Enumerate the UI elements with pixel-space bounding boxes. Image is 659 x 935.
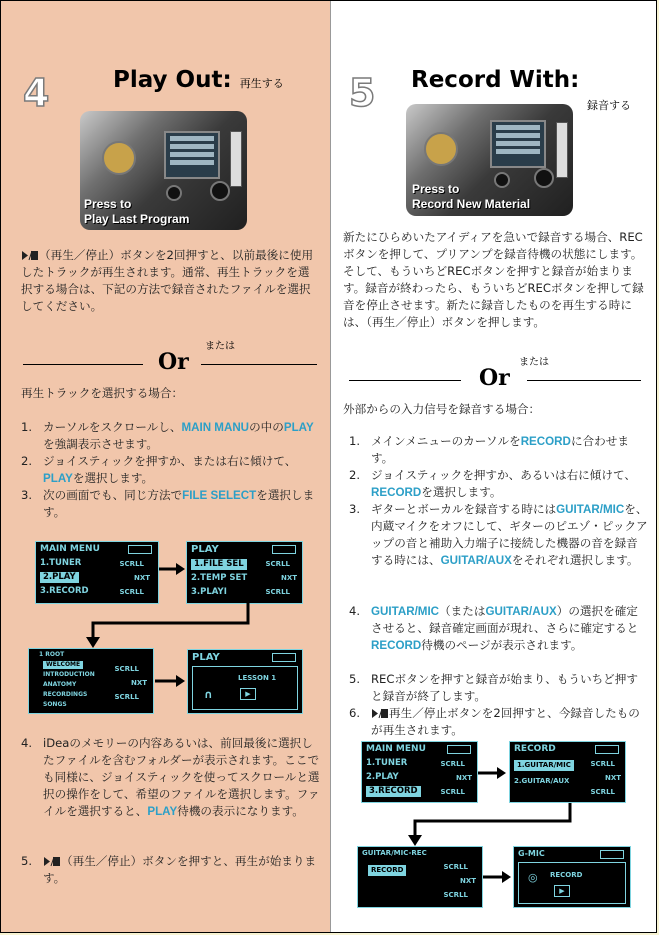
mic-icon: ◎	[528, 871, 538, 884]
step-text: 待機のページが表示されます。	[421, 638, 583, 652]
record-menu-screen	[509, 741, 626, 803]
step-text: （再生／停止）ボタンを押すと、再生が始まります。	[43, 854, 317, 885]
caption-line: Play Last Program	[84, 212, 190, 226]
device-lcd	[164, 131, 220, 179]
keyword: GUITAR/MIC	[556, 503, 625, 516]
scroll-label: SCRLL	[265, 588, 290, 596]
step-text: をそれぞれ選択します。	[511, 553, 639, 567]
step-text: ジョイスティックを押すか、あるいは右に傾けて、	[371, 468, 636, 482]
section-title: Record With:	[411, 67, 580, 93]
step-body	[371, 671, 649, 705]
screen-title: PLAY	[192, 652, 220, 663]
device-photo	[80, 111, 247, 230]
scroll-label: SCRLL	[114, 693, 139, 701]
arrow-right-icon	[483, 869, 511, 885]
keyword: PLAY	[283, 421, 314, 434]
caption-line: Press to	[412, 182, 460, 196]
step-num: 2.	[349, 468, 361, 482]
keyword: RECORD	[520, 435, 571, 448]
step-body	[371, 603, 649, 654]
file-row: RECORDINGS	[43, 691, 88, 698]
file-select-screen	[28, 648, 154, 714]
divider-line	[201, 364, 317, 365]
scroll-label: SCRLL	[265, 560, 290, 568]
keyword: GUITAR/AUX	[485, 605, 557, 618]
file-row: ANATOMY	[43, 681, 77, 688]
keyword: PLAY	[43, 472, 73, 485]
step-text: ギターとボーカルを録音する時には	[371, 502, 557, 516]
step-num: 1.	[21, 420, 33, 434]
step-item	[349, 671, 649, 705]
joystick-knob	[210, 181, 230, 201]
play-icon: ▶	[554, 885, 570, 897]
scroll-label: SCRLL	[119, 560, 144, 568]
device-photo	[406, 104, 573, 216]
next-label: NXT	[604, 774, 621, 782]
battery-icon	[600, 850, 624, 859]
step-number: 4	[23, 71, 50, 115]
step-body	[371, 433, 649, 467]
step-text: の中の	[249, 420, 284, 434]
lead-text: 外部からの入力信号を録音する場合：	[343, 402, 541, 416]
scroll-label: SCRLL	[590, 788, 615, 796]
keyword: MAIN MANU	[181, 421, 250, 434]
keyword: RECORD	[371, 486, 422, 499]
or-word: Or	[479, 365, 510, 391]
menu-row: 2.TEMP SET	[191, 573, 248, 583]
step-item	[21, 487, 321, 521]
step-body	[371, 705, 649, 739]
battery-icon	[272, 545, 296, 554]
caption-line: Record New Material	[412, 197, 531, 211]
play-menu-screen	[186, 541, 303, 604]
play-out-section	[1, 1, 331, 932]
next-label: NXT	[459, 877, 476, 885]
battery-icon	[128, 545, 152, 554]
step-text: を強調表示させます。	[43, 437, 159, 451]
step-text: 再生／停止ボタンを2回押すと、今録音したものが再生されます。	[371, 706, 640, 737]
keyword: RECORD	[371, 639, 422, 652]
step-num: 6.	[349, 706, 361, 720]
scroll-label: SCRLL	[443, 863, 468, 871]
battery-icon	[272, 653, 296, 662]
step-number: 5	[349, 71, 376, 115]
arrow-right-icon	[478, 765, 506, 781]
screen-title: 1 ROOT	[39, 651, 65, 658]
step-text: を、内蔵マイクをオフにして、ギターのピエゾ・ピックアップの音と補助入力端子に接続した機器の音を録音する時には、	[371, 502, 648, 567]
arrow-right-icon	[159, 561, 185, 577]
screen-title: G-MIC	[518, 849, 545, 858]
battery-icon	[595, 745, 619, 754]
battery-icon	[447, 745, 471, 754]
step-item	[21, 453, 321, 487]
step-item	[21, 735, 321, 853]
intro-text: （再生／停止）ボタンを2回押すと、以前最後に使用したトラックが再生されます。通常、再生トラックを選択する場合は、下記の方法で録音されたファイルを選択してください。	[21, 248, 314, 313]
step-item	[349, 705, 649, 739]
menu-row-selected: 1.FILE SEL	[191, 559, 247, 570]
file-row: SONGS	[43, 701, 67, 708]
scroll-label: SCRLL	[443, 891, 468, 899]
file-row: INTRODUCTION	[43, 671, 95, 678]
volume-slider	[556, 122, 568, 178]
step-body	[43, 735, 321, 820]
step-text: 待機の表示になります。	[177, 804, 304, 818]
step-text: を選択します。	[421, 485, 502, 499]
next-label: NXT	[133, 574, 150, 582]
main-menu-screen	[361, 741, 478, 803]
next-label: NXT	[130, 679, 147, 687]
step-text: iDeaのメモリーの内容あるいは、前回最後に選択したファイルを含むフォルダーが表示されます。ここでも同様に、ジョイスティックを使ってスクロールと選択の操作をして、希望のファイルを選択します。ファイルを選択すると、	[43, 736, 320, 818]
title-sub: 再生する	[239, 77, 284, 90]
photo-caption	[412, 182, 530, 212]
or-word: Or	[158, 349, 189, 375]
menu-row: 3.RECORD	[40, 586, 89, 596]
step-text: 次の画面でも、同じ方法で	[43, 488, 183, 502]
file-row-selected: WELCOME	[43, 661, 83, 669]
intro-paragraph	[21, 247, 321, 315]
record-with-section	[331, 1, 656, 932]
step-item	[349, 603, 649, 671]
keyword: PLAY	[147, 805, 178, 818]
next-label: NXT	[280, 574, 297, 582]
record-label: RECORD	[550, 871, 583, 879]
step-item	[21, 419, 321, 453]
arrow-down-left-icon	[83, 601, 253, 649]
main-menu-screen	[35, 541, 159, 604]
menu-row: 1.TUNER	[366, 758, 408, 768]
or-divider	[349, 357, 641, 395]
step-text: を選択します。	[43, 488, 315, 519]
step-num: 1.	[349, 434, 361, 448]
menu-row: 2.PLAY	[366, 772, 399, 782]
keyword: GUITAR/AUX	[440, 554, 512, 567]
menu-row: 2.GUITAR/AUX	[514, 777, 570, 785]
keyword: GUITAR/MIC	[371, 605, 440, 618]
step-text: メインメニューのカーソルを	[371, 434, 521, 448]
divider-line	[349, 380, 461, 381]
record-option: RECORD	[368, 865, 406, 876]
record-confirm-screen	[357, 846, 483, 908]
step-text: カーソルをスクロールし、	[43, 420, 182, 434]
scroll-label: SCRLL	[440, 788, 465, 796]
step-body	[371, 501, 649, 569]
screen-title: MAIN MENU	[366, 744, 426, 754]
step-body	[43, 487, 321, 521]
step-item	[21, 853, 321, 887]
menu-row: 1.TUNER	[40, 558, 82, 568]
screen-title: MAIN MENU	[40, 544, 100, 554]
photo-caption	[84, 197, 189, 227]
menu-row-selected: 1.GUITAR/MIC	[514, 760, 574, 771]
intro-paragraph	[343, 229, 649, 331]
step-item	[349, 433, 649, 467]
title-text: Play Out:	[113, 67, 232, 93]
step-text: を選択します。	[72, 471, 154, 485]
play-stop-icon	[21, 250, 39, 261]
step-num: 3.	[21, 488, 33, 502]
step-text: に合わせます。	[371, 434, 629, 465]
step-body	[43, 853, 321, 887]
screen-title: GUITAR/MIC-REC	[362, 849, 427, 857]
menu-row-selected: 2.PLAY	[40, 572, 79, 583]
step-num: 3.	[349, 502, 361, 516]
step-text: ジョイスティックを押すか、または右に傾けて、	[43, 454, 297, 468]
or-divider	[23, 341, 317, 379]
play-stop-icon	[371, 708, 389, 719]
caption-line: Press to	[84, 197, 132, 211]
keyword: FILE SELECT	[182, 489, 257, 502]
step-item	[349, 501, 649, 603]
scroll-label: SCRLL	[119, 588, 144, 596]
or-small: または	[205, 341, 235, 352]
step-body	[43, 453, 321, 487]
step-body	[43, 419, 321, 453]
step-text: RECボタンを押すと録音が始まり、もういちど押すと録音が終了します。	[371, 672, 638, 703]
or-small: または	[519, 357, 549, 368]
screen-title: PLAY	[191, 544, 219, 555]
play-ready-screen	[187, 649, 303, 714]
step-num: 4.	[21, 736, 33, 750]
headphone-icon: ∩	[204, 688, 213, 701]
step-num: 5.	[349, 672, 361, 686]
next-label: NXT	[455, 774, 472, 782]
arrow-down-left-icon	[405, 801, 575, 847]
step-text: （または	[439, 604, 486, 618]
menu-row: 3.PLAYI	[191, 587, 227, 597]
step-num: 4.	[349, 604, 361, 618]
step-text: ）の選択を確定させると、録音確定画面が現れ、さらに確定すると	[371, 604, 639, 635]
section-title	[113, 67, 284, 93]
step-num: 5.	[21, 854, 33, 868]
scroll-label: SCRLL	[114, 665, 139, 673]
menu-row-selected: 3.RECORD	[366, 786, 421, 797]
input-jack	[102, 141, 136, 175]
lead-text: 再生トラックを選択する場合：	[21, 386, 184, 400]
step-num: 2.	[21, 454, 33, 468]
scroll-label: SCRLL	[440, 760, 465, 768]
play-icon: ▶	[240, 688, 256, 700]
joystick-knob	[534, 168, 554, 188]
title-sub: 録音する	[587, 99, 631, 112]
intro-text: 新たにひらめいたアイディアを急いで録音する場合、RECボタンを押して、プリアンプを録音待機の状態にします。そして、もういちどRECボタンを押すと録音が始まります。録音が終わったら、もういちどRECボタンを押して録音を停止させます。新たに録音したものを再生する時には、（再生／停止）ボタンを押します。	[343, 230, 644, 329]
play-stop-icon	[43, 856, 61, 867]
record-ready-screen	[513, 846, 631, 908]
scroll-label: SCRLL	[590, 760, 615, 768]
divider-line	[23, 364, 143, 365]
device-lcd	[490, 120, 546, 168]
track-label: LESSON 1	[238, 674, 277, 682]
input-jack	[424, 132, 458, 166]
volume-slider	[230, 131, 242, 187]
step-body	[371, 467, 649, 501]
step-item	[349, 467, 649, 501]
arrow-right-icon	[155, 673, 185, 689]
screen-title: RECORD	[514, 744, 556, 754]
divider-line	[527, 380, 641, 381]
